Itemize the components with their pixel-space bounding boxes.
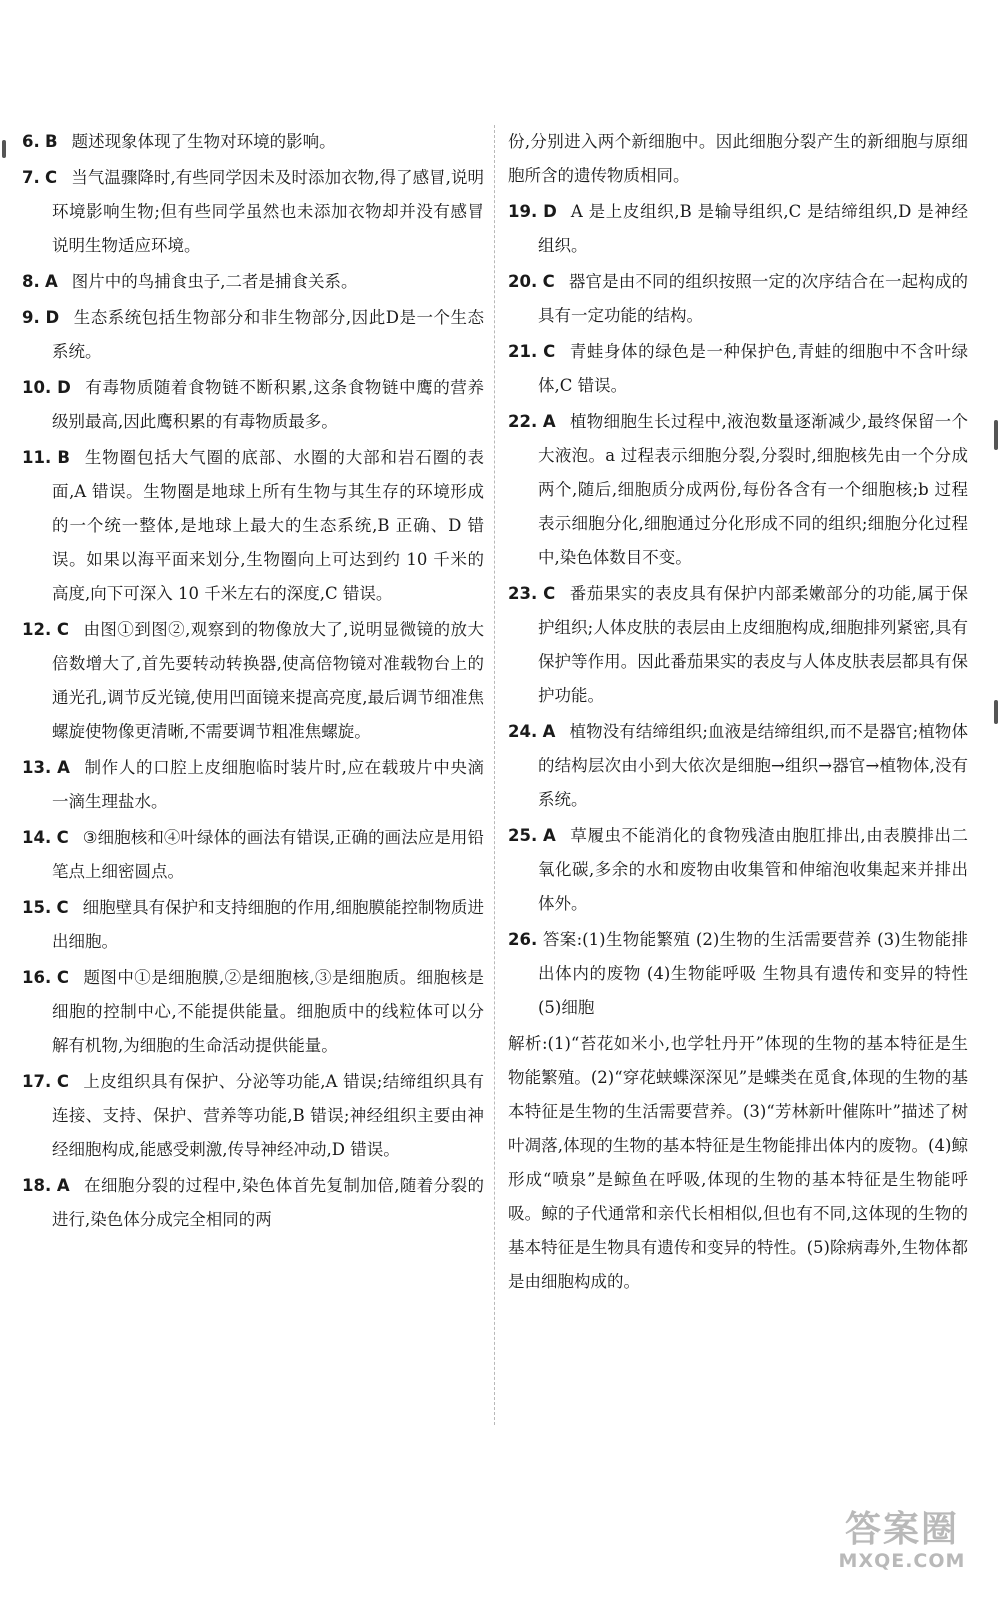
answer-item [508,715,968,817]
explanation-text: ③细胞核和④叶绿体的画法有错误,正确的画法应是用铅笔点上细密圆点。 [52,828,484,881]
answer-item [22,125,484,159]
answer-letter: D [543,202,557,221]
answer-item [508,265,968,333]
answer-item [508,195,968,263]
answer-text: 答案:(1)生物能繁殖 (2)生物的生活需要营养 (3)生物能排出体内的废物 (4)生物能呼吸 生物具有遗传和变异的特性 (5)细胞 [538,930,968,1017]
explanation-text: 草履虫不能消化的食物残渣由胞肛排出,由表膜排出二氧化碳,多余的水和废物由收集管和伸缩泡收集起来并排出体外。 [538,826,968,913]
question-number: 17. [22,1072,52,1091]
question-number: 10. [22,378,52,397]
answer-item [508,405,968,575]
question-number: 20. [508,272,538,291]
answer-letter: C [56,1072,70,1091]
question-number: 16. [22,968,52,987]
page-edge-mark [994,420,998,450]
answer-item [22,1065,484,1167]
question-number: 19. [508,202,538,221]
question-number: 9. [22,308,40,327]
watermark-en: MXQE.COM [838,1550,966,1572]
answer-letter: C [542,272,555,291]
question-number: 6. [22,132,40,151]
explanation-text: 图片中的鸟捕食虫子,二者是捕食关系。 [71,272,358,291]
question-number: 8. [22,272,40,291]
answer-letter: C [56,620,70,639]
answer-letter: B [57,448,70,467]
explanation-text: 细胞壁具有保护和支持细胞的作用,细胞膜能控制物质进出细胞。 [52,898,485,951]
question-number: 26. [508,930,538,949]
page-edge-mark [2,140,6,158]
question-number: 13. [22,758,52,777]
answer-item-26 [508,923,968,1025]
answer-letter: C [45,168,58,187]
answer-item [22,161,484,263]
answer-letter: B [45,132,58,151]
answer-item [22,891,484,959]
answer-letter: A [56,1176,70,1195]
question-number: 11. [22,448,52,467]
question-number: 21. [508,342,538,361]
right-column [508,125,968,1301]
explanation-text: 题图中①是细胞膜,②是细胞核,③是细胞质。细胞核是细胞的控制中心,不能提供能量。细胞质中的线粒体可以分解有机物,为细胞的生命活动提供能量。 [52,968,484,1055]
question-number: 25. [508,826,538,845]
answer-letter: C [56,968,70,987]
question-number: 12. [22,620,52,639]
answer-letter: A [57,758,70,777]
explanation-text: A 是上皮组织,B 是输导组织,C 是结缔组织,D 是神经组织。 [538,202,968,255]
explanation-text: 当气温骤降时,有些同学因未及时添加衣物,得了感冒,说明环境影响生物;但有些同学虽然也未添加衣物却并没有感冒说明生物适应环境。 [52,168,484,255]
question-number: 22. [508,412,538,431]
answer-letter: D [45,308,60,327]
answer-item [22,613,484,749]
explanation-text: 植物没有结缔组织;血液是结缔组织,而不是器官;植物体的结构层次由小到大依次是细胞→组织→器官→植物体,没有系统。 [538,722,968,809]
explanation-text: 生物圈包括大气圈的底部、水圈的大部和岩石圈的表面,A 错误。生物圈是地球上所有生物与其生存的环境形成的一个统一整体,是地球上最大的生态系统,B 正确、D 错误。如果以海平面来划分,生物圈向上可达到约 10 千米的高度,向下可深入 10 千米左右的深度,C 错误。 [52,448,484,603]
answer-letter: C [543,342,556,361]
analysis-text: 解析:(1)“苔花如米小,也学牡丹开”体现的生物的基本特征是生物能繁殖。(2)“穿花蛱蝶深深见”是蝶类在觅食,体现的生物的基本特征是生物的生活需要营养。(3)“芳林新叶催陈叶”描述了树叶凋落,体现的生物的基本特征是生物能排出体内的废物。(4)鲸形成“喷泉”是鲸鱼在呼吸,体现的生物的基本特征是生物能呼吸。鲸的子代通常和亲代长相相似,但也有不同,这体现的生物的基本特征是生物具有遗传和变异的特性。(5)除病毒外,生物体都是由细胞构成的。 [508,1034,968,1291]
answer-letter: D [57,378,71,397]
question-number: 15. [22,898,52,917]
answer-item [22,961,484,1063]
page-edge-mark [994,700,998,724]
watermark-cn: 答案圈 [844,1509,959,1550]
question-number: 24. [508,722,538,741]
q18-continuation: 份,分别进入两个新细胞中。因此细胞分裂产生的新细胞与原细胞所含的遗传物质相同。 [508,132,968,185]
explanation-text: 器官是由不同的组织按照一定的次序结合在一起构成的具有一定功能的结构。 [538,272,969,325]
answer-item [22,265,484,299]
explanation-text: 由图①到图②,观察到的物像放大了,说明显微镜的放大倍数增大了,首先要转动转换器,使高倍物镜对准载物台上的通光孔,调节反光镜,使用凹面镜来提高亮度,最后调节细准焦螺旋使物像更清晰,不需要调节粗准焦螺旋。 [52,620,484,741]
answer-letter: C [543,584,556,603]
explanation-text: 番茄果实的表皮具有保护内部柔嫩部分的功能,属于保护组织;人体皮肤的表层由上皮细胞构成,细胞排列紧密,具有保护等作用。因此番茄果实的表皮与人体皮肤表层都具有保护功能。 [538,584,969,705]
answer-item [22,371,484,439]
answer-item [22,441,484,611]
explanation-text: 植物细胞生长过程中,液泡数量逐渐减少,最终保留一个大液泡。a 过程表示细胞分裂,分裂时,细胞核先由一个分成两个,随后,细胞质分成两份,每份各含有一个细胞核;b 过程表示细胞分化,细胞通过分化形成不同的组织;细胞分化过程中,染色体数目不变。 [538,412,968,567]
answer-letter: A [542,412,556,431]
explanation-text: 题述现象体现了生物对环境的影响。 [71,132,336,151]
answer-letter: C [56,898,69,917]
answer-letter: A [542,722,556,741]
answer-item [508,335,968,403]
answer-letter: C [56,828,69,847]
answer-item [508,819,968,921]
question-number: 18. [22,1176,52,1195]
explanation-text: 制作人的口腔上皮细胞临时装片时,应在载玻片中央滴一滴生理盐水。 [52,758,484,811]
question-number: 14. [22,828,52,847]
question-number: 7. [22,168,40,187]
explanation-text: 有毒物质随着食物链不断积累,这条食物链中鹰的营养级别最高,因此鹰积累的有毒物质最多。 [52,378,485,431]
watermark-logo [822,1510,982,1576]
left-column [22,125,484,1239]
answer-item [22,821,484,889]
answer-item [508,577,968,713]
explanation-text: 在细胞分裂的过程中,染色体首先复制加倍,随着分裂的进行,染色体分成完全相同的两 [52,1176,484,1229]
explanation-text: 上皮组织具有保护、分泌等功能,A 错误;结缔组织具有连接、支持、保护、营养等功能,B 错误;神经组织主要由神经细胞构成,能感受刺激,传导神经冲动,D 错误。 [52,1072,485,1159]
answer-item [22,301,484,369]
explanation-text: 青蛙身体的绿色是一种保护色,青蛙的细胞中不含叶绿体,C 错误。 [538,342,969,395]
column-divider [494,125,495,1425]
answer-item [22,751,484,819]
answer-item [22,1169,484,1237]
question-number: 23. [508,584,538,603]
answer-letter: A [45,272,58,291]
answer-letter: A [543,826,556,845]
explanation-text: 生态系统包括生物部分和非生物部分,因此D是一个生态系统。 [52,308,484,361]
